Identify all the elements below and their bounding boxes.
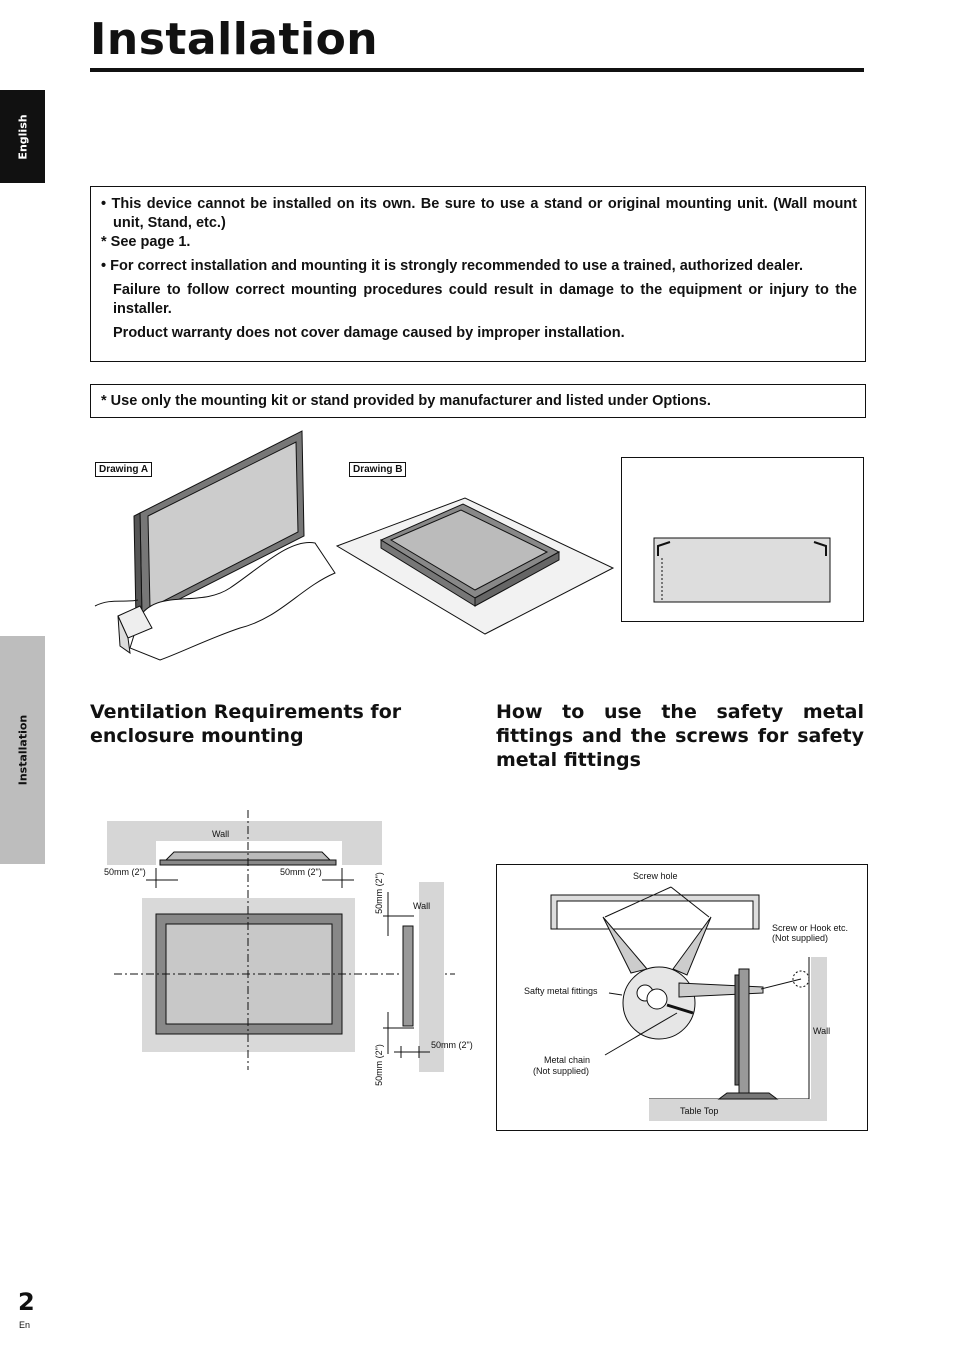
notice-warranty: Product warranty does not cover damage caused by improper installation. <box>113 325 625 341</box>
vent-clearance-left: 50mm (2") <box>104 867 146 877</box>
side-tab-english <box>0 90 45 183</box>
safety-fittings-diagram-frame <box>496 864 868 1131</box>
side-tab-installation-label: Installation <box>16 714 29 786</box>
notice-see-page: * See page 1. <box>101 234 191 250</box>
vent-clearance-side: 50mm (2") <box>431 1040 473 1050</box>
heading-safety-fittings: How to use the safety metal fittings and the screws for safety metal fittings <box>496 701 864 771</box>
safety-chain-label: Metal chain <box>544 1055 591 1065</box>
notice-box <box>90 186 866 362</box>
drawing-c-illustration <box>622 458 863 621</box>
safety-chain-note: (Not supplied) <box>533 1066 590 1076</box>
safety-screw-hook-note: (Not supplied) <box>772 933 829 943</box>
safety-screw-hole-label: Screw hole <box>633 871 678 881</box>
mounting-kit-note: * Use only the mounting kit or stand provided by manufacturer and listed under Options. <box>90 384 866 418</box>
vent-wall-side-label: Wall <box>413 901 431 911</box>
page-title: Installation <box>90 14 379 65</box>
safety-fittings-label: Safty metal fittings <box>524 986 598 996</box>
notice-failure: Failure to follow correct mounting procedures could result in damage to the equipment or injury to the installer. <box>113 282 857 317</box>
notice-bullet-1: • This device cannot be installed on its own. Be sure to use a stand or original mounting unit. (Wall mount unit, Stand, etc.) <box>101 196 857 231</box>
notice-bullet-2: • For correct installation and mounting it is strongly recommended to use a trained, authorized dealer. <box>101 258 804 274</box>
ventilation-diagram <box>90 808 480 1088</box>
safety-wall-label: Wall <box>813 1026 831 1036</box>
vent-clearance-top: 50mm (2") <box>373 872 384 914</box>
side-tab-english-label: English <box>16 113 29 160</box>
page-language: En <box>19 1320 31 1330</box>
safety-screw-hook-label: Screw or Hook etc. <box>772 923 849 933</box>
drawing-b-illustration <box>335 490 615 640</box>
title-underline <box>90 68 864 72</box>
vent-clearance-right: 50mm (2") <box>280 867 322 877</box>
drawing-c-frame <box>621 457 864 622</box>
safety-fittings-diagram <box>497 865 867 1130</box>
heading-ventilation: Ventilation Requirements for enclosure mounting <box>90 701 402 747</box>
vent-wall-top-label: Wall <box>212 829 230 839</box>
drawing-b-label: Drawing B <box>349 462 406 477</box>
page-number: 2 <box>18 1288 35 1316</box>
side-tab-installation <box>0 636 45 864</box>
drawing-a-label: Drawing A <box>95 462 152 477</box>
safety-table-top-label: Table Top <box>680 1106 719 1116</box>
vent-clearance-bottom: 50mm (2") <box>373 1044 384 1086</box>
